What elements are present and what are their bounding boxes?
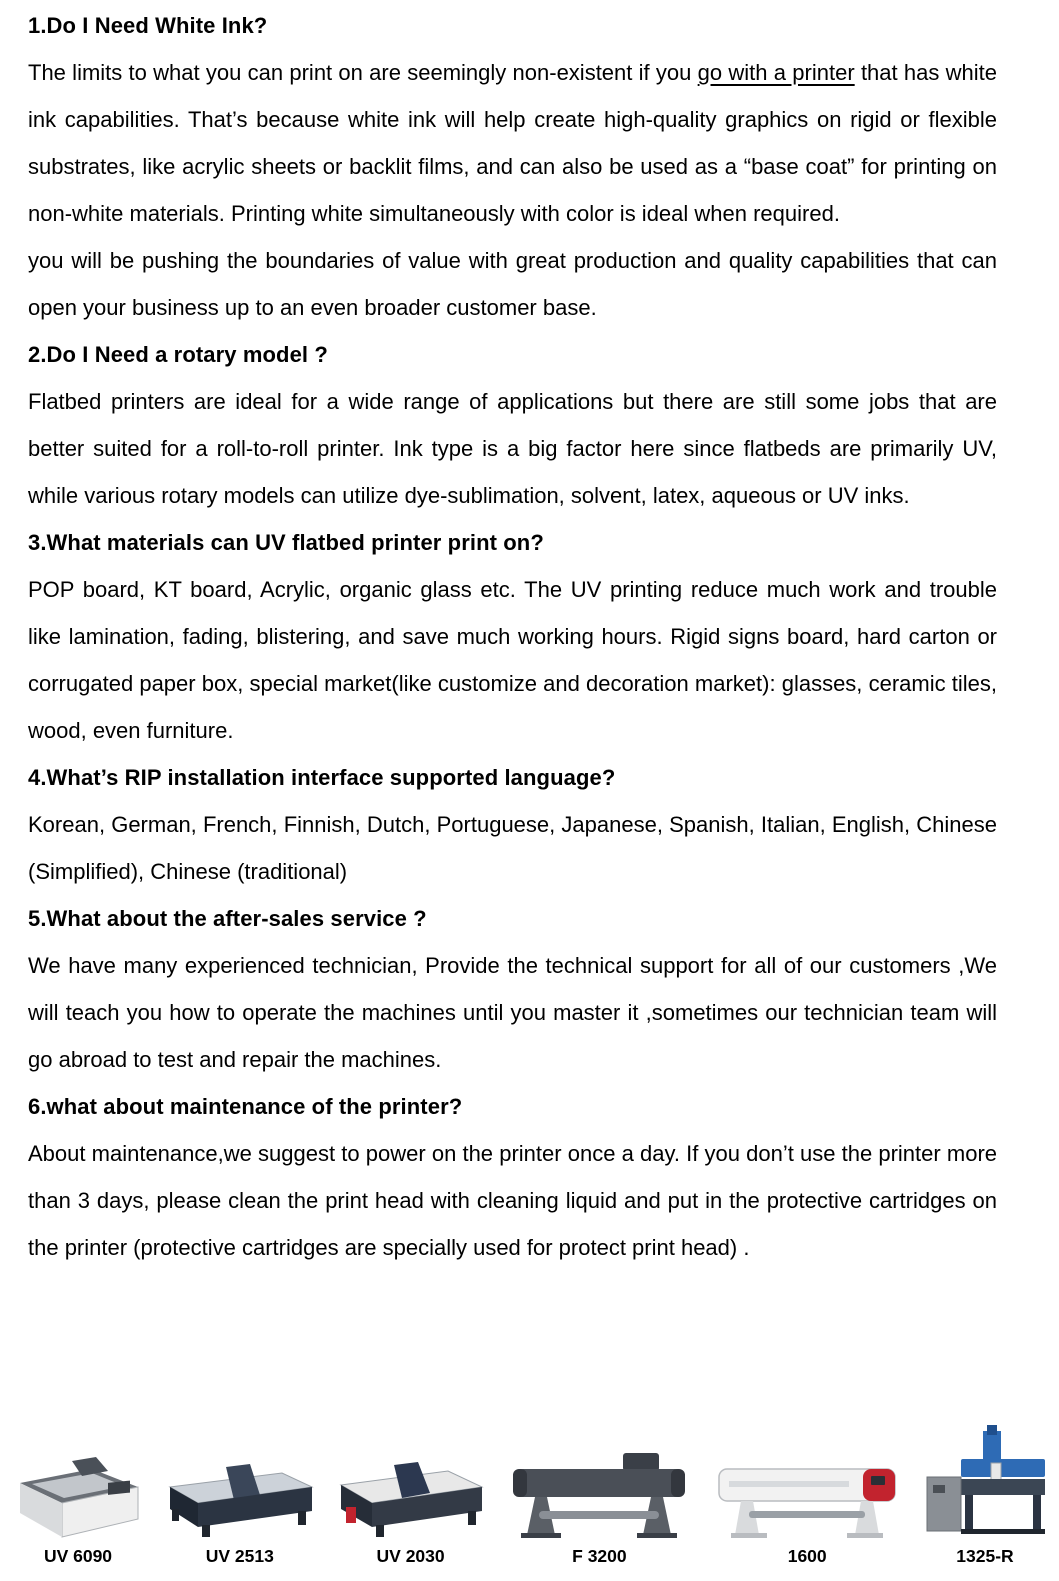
product-uv-2030	[336, 1451, 486, 1567]
product-label: 1600	[787, 1546, 827, 1566]
section-1-paragraph-1	[28, 49, 997, 237]
product-image-strip	[0, 1419, 1059, 1581]
large-uv-flatbed-printer-image	[164, 1455, 316, 1543]
product-1600	[713, 1443, 901, 1567]
roll-sublimation-printer-image	[505, 1439, 693, 1543]
product-label: UV 2030	[376, 1546, 445, 1566]
section-5-heading: 5.What about the after-sales service ?	[28, 906, 427, 931]
section-4-heading: 4.What’s RIP installation interface supported language?	[28, 765, 616, 790]
small-uv-flatbed-printer-image	[12, 1443, 144, 1543]
section-2-heading: 2.Do I Need a rotary model ?	[28, 342, 328, 367]
cnc-router-machine-image	[921, 1425, 1049, 1543]
product-label: F 3200	[572, 1546, 627, 1566]
product-label: UV 2513	[205, 1546, 274, 1566]
section-5-paragraph-1: We have many experienced technician, Provide the technical support for all of our customers ,We will teach you how to operate the machines until you master it ,sometimes our technician team will go abroad to test and repair the machines.	[28, 953, 997, 1072]
product-1325-r	[921, 1425, 1049, 1567]
underlined-phrase: go with a printer	[697, 60, 855, 85]
section-4-paragraph-1: Korean, German, French, Finnish, Dutch, Portuguese, Japanese, Spanish, Italian, English, Chinese (Simplified), Chinese (traditional)	[28, 812, 997, 884]
eco-solvent-roll-printer-image	[713, 1443, 901, 1543]
product-uv-2513	[164, 1455, 316, 1567]
section-6-heading: 6.what about maintenance of the printer?	[28, 1094, 463, 1119]
product-label: 1325-R	[956, 1546, 1014, 1566]
section-6-paragraph-1: About maintenance,we suggest to power on the printer once a day. If you don’t use the printer more than 3 days, please clean the print head with cleaning liquid and put in the protective cartridges on the printer (protective cartridges are specially used for protect print head) .	[28, 1141, 997, 1260]
section-2-paragraph-1: Flatbed printers are ideal for a wide range of applications but there are still some jobs that are better suited for a roll-to-roll printer. Ink type is a big factor here since flatbeds are primarily UV, while various rotary models can utilize dye-sublimation, solvent, latex, aqueous or UV inks.	[28, 389, 997, 508]
paragraph-text: The limits to what you can print on are seemingly non-existent if you	[28, 60, 698, 85]
section-1-paragraph-2: you will be pushing the boundaries of value with great production and quality capabilities that can open your business up to an even broader customer base.	[28, 248, 997, 320]
section-1-heading: 1.Do I Need White Ink?	[28, 13, 268, 38]
product-f-3200	[505, 1439, 693, 1567]
faq-document	[28, 2, 997, 1271]
section-3-heading: 3.What materials can UV flatbed printer print on?	[28, 530, 544, 555]
section-3-paragraph-1: POP board, KT board, Acrylic, organic glass etc. The UV printing reduce much work and trouble like lamination, fading, blistering, and save much working hours. Rigid signs board, hard carton or corrugated paper box, special market(like customize and decoration market): glasses, ceramic tiles, wood, even furniture.	[28, 577, 997, 743]
product-label: UV 6090	[43, 1546, 113, 1566]
paragraph-text: that has white ink capabilities. That’s because white ink will help create high-quality graphics on rigid or flexible substrates, like acrylic sheets or backlit films, and can also be used as a “base coat” for printing on non-white materials. Printing white simultaneously with color is ideal when required.	[28, 60, 997, 226]
product-uv-6090	[12, 1443, 144, 1567]
large-uv-flatbed-printer-image	[336, 1451, 486, 1543]
